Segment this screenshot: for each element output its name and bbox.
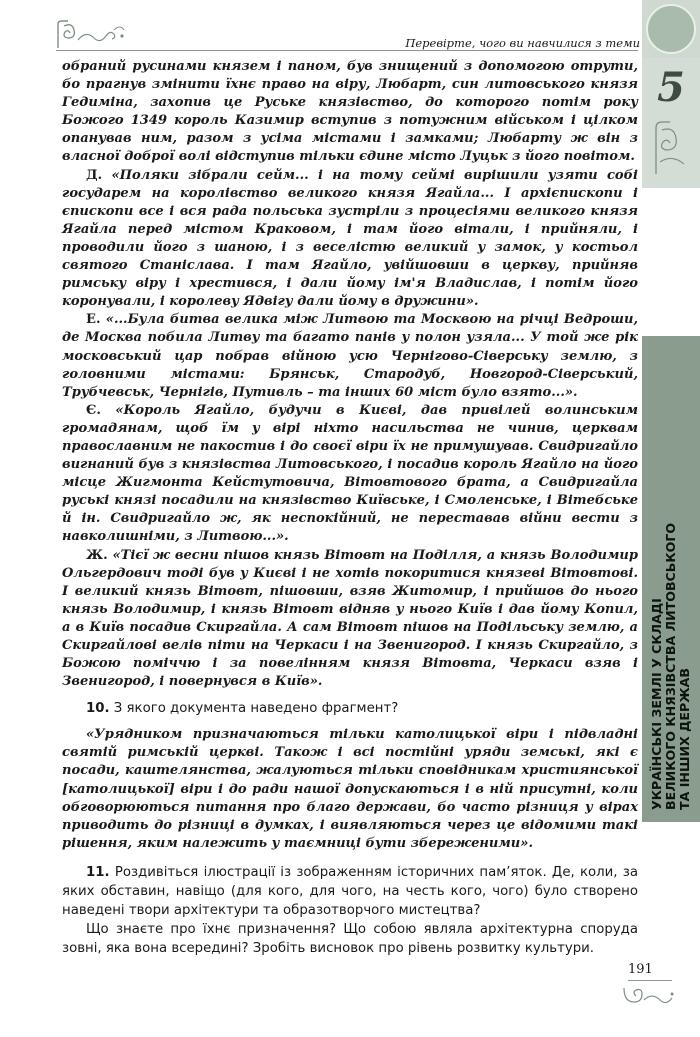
section-title-line: ТА ІНШИХ ДЕРЖАВ — [677, 668, 692, 810]
fragment-e — [62, 311, 638, 401]
question-text: З якого документа наведено фрагмент? — [113, 701, 399, 717]
header-flourish-icon — [56, 20, 176, 50]
fragment-d — [62, 167, 638, 312]
page-content — [62, 58, 638, 958]
fragment-label: Д. — [86, 167, 103, 183]
header-rule — [56, 50, 638, 51]
section-title-band — [642, 336, 700, 822]
question-11-continued: Що знаєте про їхнє призначення? Що собою являла архітектурна споруда зовні, яка вона всередині? Зробіть висновок про рівень розвитку культури. — [62, 921, 638, 956]
section-title — [642, 336, 700, 822]
fragment-text: «Король Ягайло, будучи в Києві, дав привілей волинським громадянам, щоб їм у вірі ніхто насильства не чинив, церквам православним не пакостив і до своєї віри їх не примушував. Свидригайло вигнаний був з князівства Литовського, і посадив король Ягайло на його місце Жигмонта Кейстутовича, Вітовтового брата, а Свидригайла руські князі посадили на князівство Київське, і Смоленське, і Вітебське й ін. Свидригайло ж, як неспокійний, не переставав війни вести з навколишніми, з Литвою...». — [62, 402, 639, 545]
fragment-label: Е. — [86, 312, 101, 328]
question-number: 10. — [86, 701, 110, 717]
fragment-text: «Тієї ж весни пішов князь Вітовт на Поділля, а князь Володимир Ольгердович тоді був у Києві і не хотів покоритися князеві Вітовтові. І великий князь Вітовт, пішовши, взяв Житомир, і прийшов до нього князь Володимир, і князь Вітовт відняв у нього Київ і дав йому Копил, а в Київ посадив Скиргайла. А сам Вітовт пішов на Подільську землю, а Скиргайлові велів піти на Черкаси і на Звенигород. І князь Скиргайло, з Божою поміччю і за повелінням князя Вітовта, Черкаси взяв і Звенигород, і повернувся в Київ». — [62, 547, 638, 690]
side-flourish-icon — [650, 118, 694, 178]
question-11 — [62, 863, 638, 920]
fragment-label: Ж. — [86, 547, 108, 563]
section-title-line: УКРАЇНСЬКІ ЗЕМЛІ У СКЛАДІ — [649, 598, 664, 810]
medallion-emblem — [642, 0, 700, 58]
fragment-zh — [62, 547, 638, 692]
fragment-text: «...Була битва велика між Литвою та Москвою на річці Ведроши, де Москва побила Литву та багато панів у полон узяла... У той же рік московський цар побрав війною усю Чернігово-Сіверську землю, з головними містами: Брянськ, Стародуб, Новгород-Сіверський, Трубчевськ, Чернігів, Путивль – та інших 60 міст було взято...». — [62, 312, 638, 400]
chapter-tab — [642, 58, 700, 188]
page-number: 191 — [628, 962, 653, 977]
document-quote: «Урядником призначаються тільки католицької віри і підвладні святій римській церкві. Також і всі постійні уряди земські, які є посади, каштелянства, жалуються тільки сповідникам християнської [католицької] віри і до ради нашої допускаються і в ній присутні, коли обговорюються питання про благо держави, бо часто різниця у вірах приводить до різниці в думках, і виявляються через це відомими такі рішення, яким належить у таємниці бути збереженими». — [62, 727, 638, 851]
section-title-line: ВЕЛИКОГО КНЯЗІВСТВА ЛИТОВСЬКОГО — [663, 522, 678, 810]
emblem-icon — [646, 4, 696, 54]
footer-rule — [628, 980, 672, 981]
running-header: Перевірте, чого ви навчилися з теми — [405, 36, 640, 50]
fragment-continuation: обраний русинами князем і паном, був знищений з допомогою отрути, бо прагнув змінити їхнє право на віру, Любарт, син литовського князя Гедиміна, захопив це Руське князівство, до которого потім року Божого 1349 король Казимир вступив з потужним військом і цілком опанував ним, разом з усіма містами і замками; Любарту ж він з власної доброї волі відступив тільки єдине місто Луцьк з його повітом. — [62, 59, 638, 165]
chapter-number: 5 — [657, 64, 685, 111]
question-10 — [62, 699, 638, 718]
fragment-text: «Поляки зібрали сейм... і на тому сеймі вирішили узяти собі государем на королівство великого князя Ягайла... І архієпископи і єпископи все і вся рада польська зустріли з процесіями великого князя Ягайла перед містом Краковом, і там його вітали, і прийняли, і проводили його з шаною, і з веселістю великий у замок, у костьол святого Станіслава. І там Ягайло, увійшовши в церкву, прийняв римську віру і хрестився, і дали йому ім'я Владислав, і потім його коронували, і королеву Ядвігу дали йому в дружини». — [62, 167, 639, 310]
question-text: Роздивіться ілюстрації із зображенням історичних пам’яток. Де, коли, за яких обставин, навіщо (для кого, для чого, на честь кого, чого) було створено наведені твори архітектури та образотворчого мистецтва? — [62, 864, 638, 918]
footer-flourish-icon — [620, 984, 680, 1008]
fragment-label: Є. — [86, 402, 101, 418]
fragment-ye — [62, 402, 638, 547]
question-number: 11. — [86, 864, 110, 880]
